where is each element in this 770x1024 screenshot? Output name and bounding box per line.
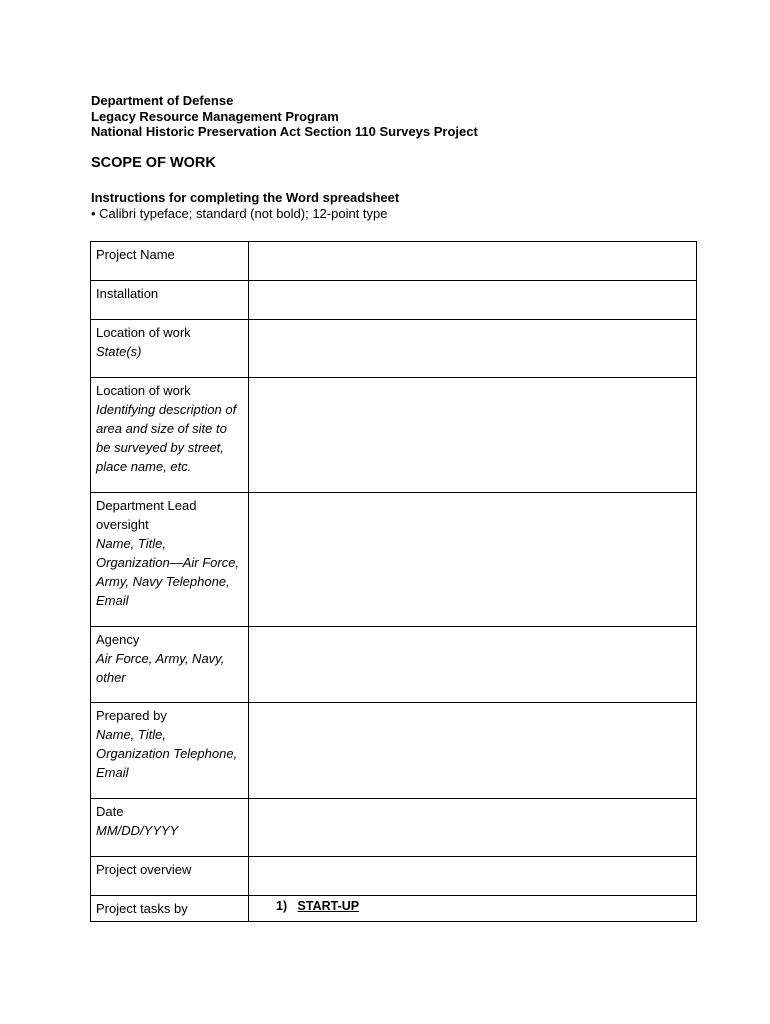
scope-form-table	[90, 241, 697, 922]
row-label-cell	[91, 378, 249, 493]
header-line-1: Department of Defense	[91, 93, 234, 108]
row-label: Installation	[96, 286, 159, 301]
row-label-cell	[91, 857, 249, 896]
page-title: SCOPE OF WORK	[91, 155, 216, 171]
table-row	[91, 281, 697, 320]
row-hint: Air Force, Army, Navy, other	[96, 651, 225, 685]
table-row	[91, 703, 697, 799]
row-label-cell	[91, 627, 249, 703]
task-label: START-UP	[297, 899, 360, 913]
row-label: Location of work	[96, 383, 191, 398]
instructions	[91, 190, 399, 222]
task-number: 1)	[276, 899, 288, 913]
row-label: Project Name	[96, 247, 175, 262]
installation-field[interactable]	[249, 281, 697, 320]
row-label: Agency	[96, 632, 140, 647]
agency-field[interactable]	[249, 627, 697, 703]
row-hint: MM/DD/YYYY	[96, 823, 179, 838]
row-label: Department Lead oversight	[96, 498, 197, 532]
table-row	[91, 799, 697, 857]
row-label: Date	[96, 804, 124, 819]
row-label: Prepared by	[96, 708, 167, 723]
row-label-cell	[91, 493, 249, 627]
table-row	[91, 242, 697, 281]
row-label-cell	[91, 242, 249, 281]
row-hint: Name, Title, Organization Telephone, Email	[96, 727, 238, 780]
row-label: Project overview	[96, 862, 192, 877]
task-item	[254, 899, 691, 913]
table-row	[91, 320, 697, 378]
department-lead-field[interactable]	[249, 493, 697, 627]
table-row	[91, 493, 697, 627]
location-description-field[interactable]	[249, 378, 697, 493]
row-label: Location of work	[96, 325, 191, 340]
row-label-cell	[91, 896, 249, 922]
instructions-bullet: • Calibri typeface; standard (not bold); 12-point type	[91, 206, 388, 221]
project-tasks-field[interactable]	[249, 896, 697, 922]
row-label-cell	[91, 703, 249, 799]
prepared-by-field[interactable]	[249, 703, 697, 799]
header-line-2: Legacy Resource Management Program	[91, 108, 339, 124]
row-label-cell	[91, 320, 249, 378]
row-hint: State(s)	[96, 344, 142, 359]
project-overview-field[interactable]	[249, 857, 697, 896]
date-field[interactable]	[249, 799, 697, 857]
location-state-field[interactable]	[249, 320, 697, 378]
row-hint: Name, Title, Organization—Air Force, Army, Navy Telephone, Email	[96, 536, 240, 608]
table-row	[91, 857, 697, 896]
header-line-3: National Historic Preservation Act Section 110 Surveys Project	[91, 124, 478, 139]
document-header	[91, 93, 478, 140]
row-label-cell	[91, 799, 249, 857]
table-row	[91, 378, 697, 493]
project-name-field[interactable]	[249, 242, 697, 281]
row-hint: Identifying description of area and size of site to be surveyed by street, place name, etc.	[96, 402, 237, 474]
row-label-cell	[91, 281, 249, 320]
row-label: Project tasks by	[96, 901, 188, 916]
table-row	[91, 627, 697, 703]
table-row	[91, 896, 697, 922]
instructions-heading: Instructions for completing the Word spreadsheet	[91, 190, 400, 205]
